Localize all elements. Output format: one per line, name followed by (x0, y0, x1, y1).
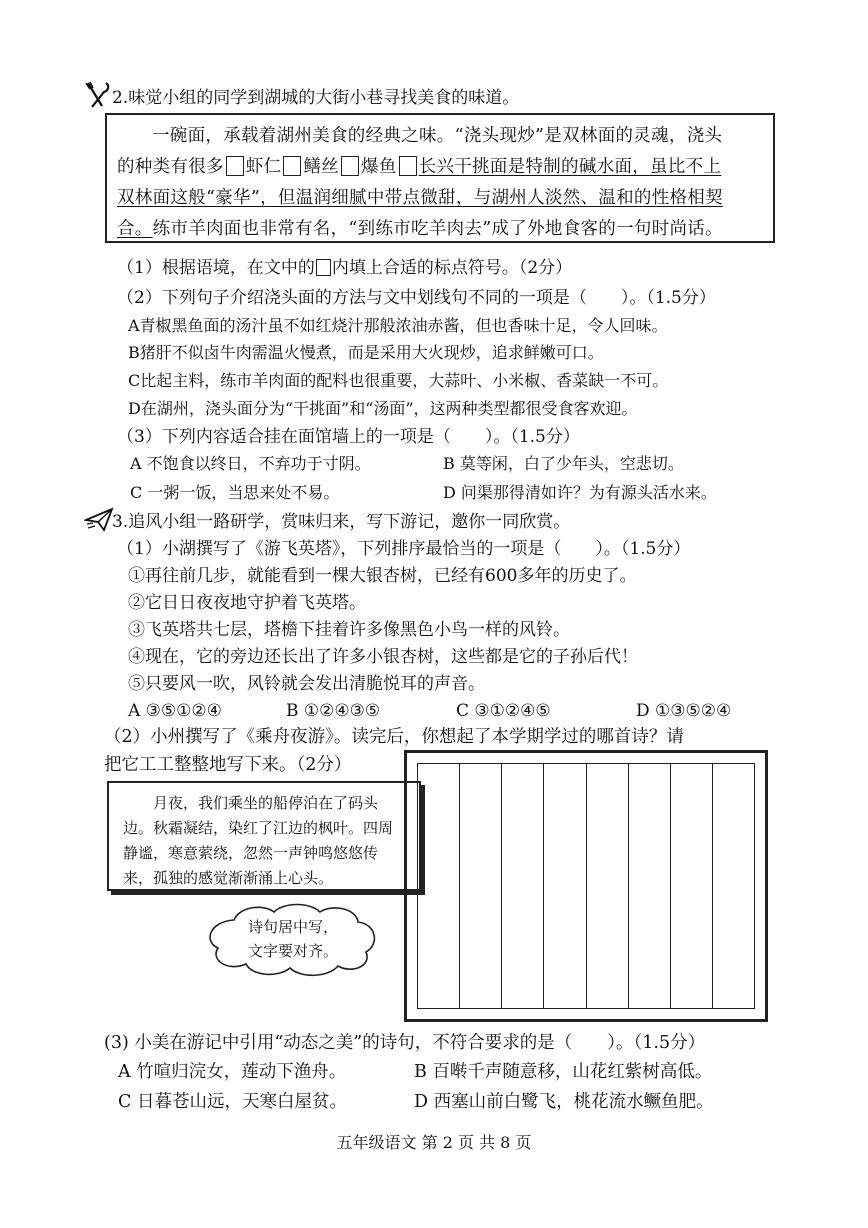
punctuation-box-2[interactable] (283, 156, 301, 176)
q2-sub3-option-b: B 莫等闲，白了少年头，空悲切。 (443, 454, 684, 473)
grid-column[interactable] (587, 764, 629, 1008)
sub1-text: （1）根据语境，在文中的 (117, 258, 315, 278)
passage-line-2 (117, 152, 763, 183)
passage-line-1: 一碗面，承载着湖州美食的经典之味。“浇头现炒”是双林面的灵魂，浇头 (152, 126, 723, 146)
q3-sub3-option-d: D 西塞山前白鹭飞，桃花流水鳜鱼肥。 (414, 1092, 714, 1112)
q3-sentence-4: ④现在，它的旁边还长出了许多小银杏树，这些都是它的子孙后代！ (128, 647, 638, 667)
poem-grid-inner (417, 763, 755, 1009)
q3-sub3-option-a: A 竹喧归浣女，莲动下渔舟。 (118, 1062, 347, 1082)
q3-sub2-line1: （2）小州撰写了《乘舟夜游》。读完后，你想起了本学期学过的哪首诗？请 (104, 727, 684, 747)
q2-option-d: D在湖州，浇头面分为“干挑面”和“汤面”，这两种类型都很受食客欢迎。 (128, 399, 638, 418)
punctuation-box-1[interactable] (226, 156, 244, 176)
q2-option-c: C比起主料，练市羊肉面的配料也很重要，大蒜叶、小米椒、香菜缺一不可。 (128, 371, 669, 390)
sub1-text: 内填上合适的标点符号。（2分） (331, 258, 573, 278)
q2-option-b: B猪肝不似卤牛肉需温火慢煮，而是采用大火现炒，追求鲜嫩可口。 (128, 343, 604, 362)
grid-column[interactable] (502, 764, 544, 1008)
q3-sub1: （1）小湖撰写了《游飞英塔》，下列排序最恰当的一项是（ ）。（1.5分） (117, 539, 691, 559)
story-box (107, 781, 421, 891)
underlined-sentence: 合。 (117, 219, 153, 239)
underlined-sentence: 长兴干挑面是特制的碱水面，虽比不上 (418, 157, 722, 177)
thought-cloud (202, 902, 382, 978)
cloud-text-2: 文字要对齐。 (248, 942, 339, 960)
q3-option-a: A ③⑤①②④ (128, 701, 222, 721)
q3-sentence-3: ③飞英塔共七层，塔檐下挂着许多像黑色小鸟一样的风铃。 (128, 620, 570, 640)
q2-sub2: （2）下列句子介绍浇头面的方法与文中划线句不同的一项是（ ）。（1.5分） (117, 288, 716, 308)
q3-sentence-5: ⑤只要风一吹，风铃就会发出清脆悦耳的声音。 (128, 674, 485, 694)
paper-plane-icon (84, 506, 114, 532)
q2-passage (105, 113, 775, 243)
grid-column[interactable] (671, 764, 713, 1008)
q3-sub3-option-c: C 日暮苍山远，天寒白屋贫。 (118, 1092, 347, 1112)
grid-column[interactable] (629, 764, 671, 1008)
q3-title: 3.追风小组一路研学，赏味归来，写下游记，邀你一同欣赏。 (112, 512, 571, 532)
passage-text: 鳝丝 (303, 157, 340, 177)
q3-sub2-line2: 把它工工整整地写下来。（2分） (104, 755, 352, 775)
q2-sub3-option-c: C 一粥一饭，当思来处不易。 (130, 483, 340, 502)
passage-text: 爆鱼 (361, 157, 397, 177)
q2-title: 2.味觉小组的同学到湖城的大街小巷寻找美食的味道。 (112, 88, 520, 108)
q3-sentence-1: ①再往前几步，就能看到一棵大银杏树，已经有600多年的历史了。 (128, 566, 637, 586)
passage-text: 虾仁 (245, 157, 282, 177)
q3-sub3-option-b: B 百啭千声随意移，山花红紫树高低。 (414, 1062, 713, 1082)
grid-column[interactable] (713, 764, 754, 1008)
passage-line-3: 双林面这般“豪华”，但温润细腻中带点微甜，与湖州人淡然、温和的性格相契 (117, 188, 723, 208)
poem-writing-grid[interactable] (404, 750, 768, 1022)
q2-sub3-option-a: A 不饱食以终日，不弃功于寸阴。 (130, 454, 371, 473)
grid-column[interactable] (544, 764, 586, 1008)
passage-text: 练市羊肉面也非常有名，“到练市吃羊肉去”成了外地食客的一句时尚话。 (152, 219, 723, 239)
grid-column[interactable] (418, 764, 460, 1008)
q3-sentence-2: ②它日日夜夜地守护着飞英塔。 (128, 593, 366, 613)
punctuation-box-3[interactable] (341, 156, 359, 176)
cloud-text-1: 诗句居中写， (248, 918, 339, 936)
story-text: 月夜，我们乘坐的船停泊在了码头边。秋霜凝结，染红了江边的枫叶。四周静谧，寒意萦绕，忽然一声钟鸣悠悠传来，孤独的感觉渐渐涌上心头。 (123, 794, 394, 887)
grid-column[interactable] (460, 764, 502, 1008)
q3-option-c: C ③①②④⑤ (456, 701, 551, 721)
q2-sub3-option-d: D 问渠那得清如许？为有源头活水来。 (443, 483, 717, 502)
fork-spoon-icon (84, 80, 112, 110)
q2-sub1 (117, 256, 572, 280)
q3-option-b: B ①②④③⑤ (286, 701, 381, 721)
passage-text: 的种类有很多 (117, 157, 224, 177)
q2-option-a: A青椒黑鱼面的汤汁虽不如红烧汁那般浓油赤酱，但也香味十足，令人回味。 (128, 316, 668, 335)
box-symbol (316, 259, 331, 276)
passage-line-4 (117, 214, 763, 245)
q2-sub3: （3）下列内容适合挂在面馆墙上的一项是（ ）。（1.5分） (117, 427, 580, 447)
q3-sub3: (3) 小美在游记中引用“动态之美”的诗句，不符合要求的是（ ）。（1.5分） (104, 1033, 706, 1053)
page-footer: 五年级语文 第 2 页 共 8 页 (336, 1133, 532, 1152)
punctuation-box-4[interactable] (399, 156, 417, 176)
q3-option-d: D ①③⑤②④ (636, 701, 732, 721)
